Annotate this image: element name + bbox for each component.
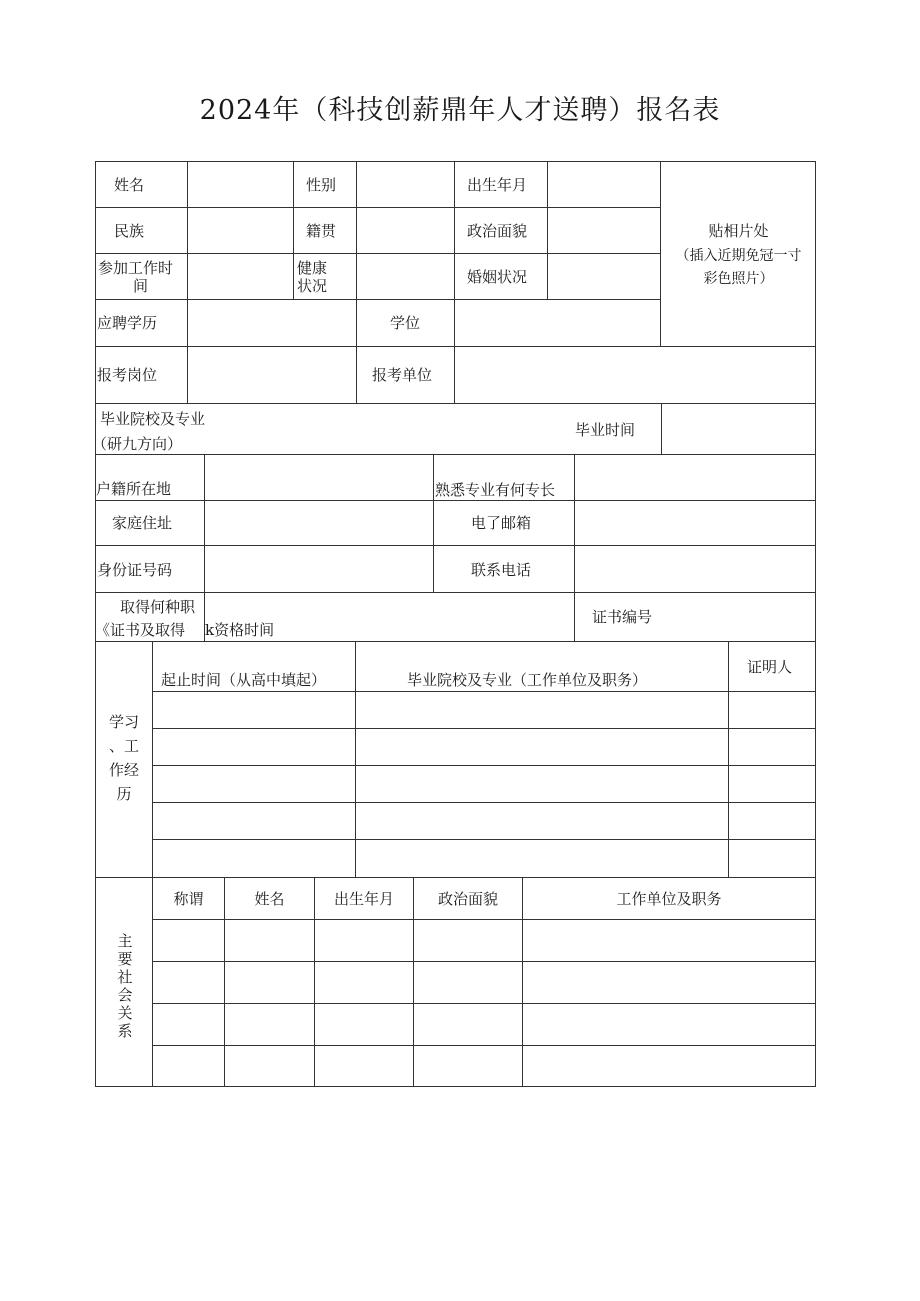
phone-field[interactable]: [575, 546, 815, 592]
label-cert-2: 《证书及取得: [95, 621, 186, 639]
grid-line: [454, 161, 455, 299]
gender-field[interactable]: [357, 162, 454, 207]
grid-line: [152, 919, 816, 920]
label-gender: 性别: [306, 176, 337, 194]
label-household: 户籍所在地: [96, 480, 172, 498]
history-col-period: 起止时间（从高中填起）: [161, 671, 327, 689]
ethnicity-field[interactable]: [188, 208, 293, 253]
label-position: 报考岗位: [97, 366, 158, 384]
birth-field[interactable]: [548, 162, 660, 207]
grid-line: [293, 161, 294, 299]
label-degree: 学位: [390, 314, 421, 332]
email-field[interactable]: [575, 501, 815, 545]
health-field[interactable]: [357, 254, 454, 299]
grid-line: [413, 877, 414, 1087]
family-col-name: 姓名: [254, 890, 285, 908]
photo-placeholder: 贴相片处: [708, 222, 769, 240]
history-side-label: [99, 710, 149, 806]
border-right: [815, 161, 816, 1087]
label-email: 电了邮箱: [471, 514, 532, 532]
grid-line: [152, 839, 816, 840]
grid-line: [152, 728, 816, 729]
cert-no-field[interactable]: [675, 593, 815, 641]
label-education: 应聘学历: [97, 314, 158, 332]
label-marital: 婚姻状况: [467, 268, 528, 286]
label-ethnicity: 民族: [114, 222, 145, 240]
history-side-line: 作经: [108, 761, 139, 779]
grid-line: [152, 765, 816, 766]
label-cert-3: k资格时间: [205, 621, 275, 639]
label-school: 毕业院校及专业: [100, 410, 206, 428]
form-title: 2024年（科技创薪鼎年人才送聘）报名表: [199, 95, 721, 126]
label-address: 家庭住址: [112, 514, 173, 532]
grid-line: [152, 961, 816, 962]
label-name: 姓名: [114, 176, 145, 194]
history-side-line: 、工: [108, 737, 139, 755]
family-side-char: 社: [117, 968, 133, 986]
label-unit: 报考单位: [372, 366, 433, 384]
family-side-char: 会: [117, 986, 133, 1004]
education-field[interactable]: [188, 300, 356, 346]
label-birth: 出生年月: [467, 176, 528, 194]
history-side-line: 学习: [108, 713, 139, 731]
grid-line: [152, 691, 816, 692]
family-col-political: 政治面貌: [437, 890, 498, 908]
specialty-field[interactable]: [575, 455, 815, 500]
hometown-field[interactable]: [357, 208, 454, 253]
family-col-work: 工作单位及职务: [616, 890, 722, 908]
history-side-line: 历: [116, 785, 132, 803]
grid-line: [152, 641, 153, 1087]
grid-line: [152, 1045, 816, 1046]
grid-line: [224, 877, 225, 1087]
family-side-char: 要: [117, 950, 133, 968]
degree-field[interactable]: [455, 300, 660, 346]
grad-time-field[interactable]: [662, 404, 815, 454]
family-side-label: [113, 932, 137, 1040]
label-work-start: 参加工作时: [98, 259, 174, 277]
grid-line: [95, 877, 816, 878]
grid-line: [522, 877, 523, 1087]
address-field[interactable]: [205, 501, 433, 545]
family-side-char: 系: [117, 1022, 133, 1040]
history-col-school: 毕业院校及专业（工作单位及职务）: [407, 671, 648, 689]
unit-field[interactable]: [455, 347, 815, 403]
family-side-char: 主: [117, 932, 133, 950]
registration-form: [92, 161, 816, 1087]
family-col-birth: 出生年月: [333, 890, 394, 908]
label-phone: 联系电话: [471, 561, 532, 579]
photo-slot[interactable]: [661, 162, 815, 346]
border-bottom: [95, 1086, 816, 1087]
label-cert: 取得何种职: [120, 598, 196, 616]
history-col-witness: 证明人: [747, 658, 793, 676]
cert-field[interactable]: [205, 593, 574, 641]
political-field[interactable]: [548, 208, 660, 253]
label-cert-no: 证书编号: [592, 608, 653, 626]
marital-field[interactable]: [548, 254, 660, 299]
name-field[interactable]: [188, 162, 293, 207]
grid-line: [152, 1003, 816, 1004]
id-number-field[interactable]: [205, 546, 433, 592]
label-school-direction: （研九方向）: [92, 435, 183, 453]
family-side-char: 关: [117, 1004, 133, 1022]
work-start-field[interactable]: [188, 254, 293, 299]
grid-line: [433, 454, 434, 592]
label-specialty: 熟悉专业有何专长: [435, 481, 556, 499]
family-col-relation: 称谓: [173, 890, 204, 908]
position-field[interactable]: [188, 347, 356, 403]
grid-line: [314, 877, 315, 1087]
grid-line: [355, 641, 356, 877]
label-grad-time: 毕业时间: [575, 421, 636, 439]
label-work-start-2: 间: [133, 277, 149, 295]
grid-line: [574, 592, 575, 641]
label-health: 健康: [297, 259, 328, 277]
household-field[interactable]: [205, 455, 433, 500]
photo-hint-2: 彩色照片）: [703, 271, 774, 287]
grid-line: [152, 802, 816, 803]
grid-line: [95, 641, 816, 642]
grid-line: [356, 299, 357, 346]
label-health-2: 状况: [297, 277, 328, 295]
label-hometown: 籍贯: [306, 222, 337, 240]
label-political: 政治面貌: [467, 222, 528, 240]
label-id-number: 身份证号码: [97, 561, 173, 579]
photo-hint: （插入近期免冠一寸: [675, 248, 802, 264]
grid-line: [356, 346, 357, 403]
grid-line: [728, 641, 729, 877]
